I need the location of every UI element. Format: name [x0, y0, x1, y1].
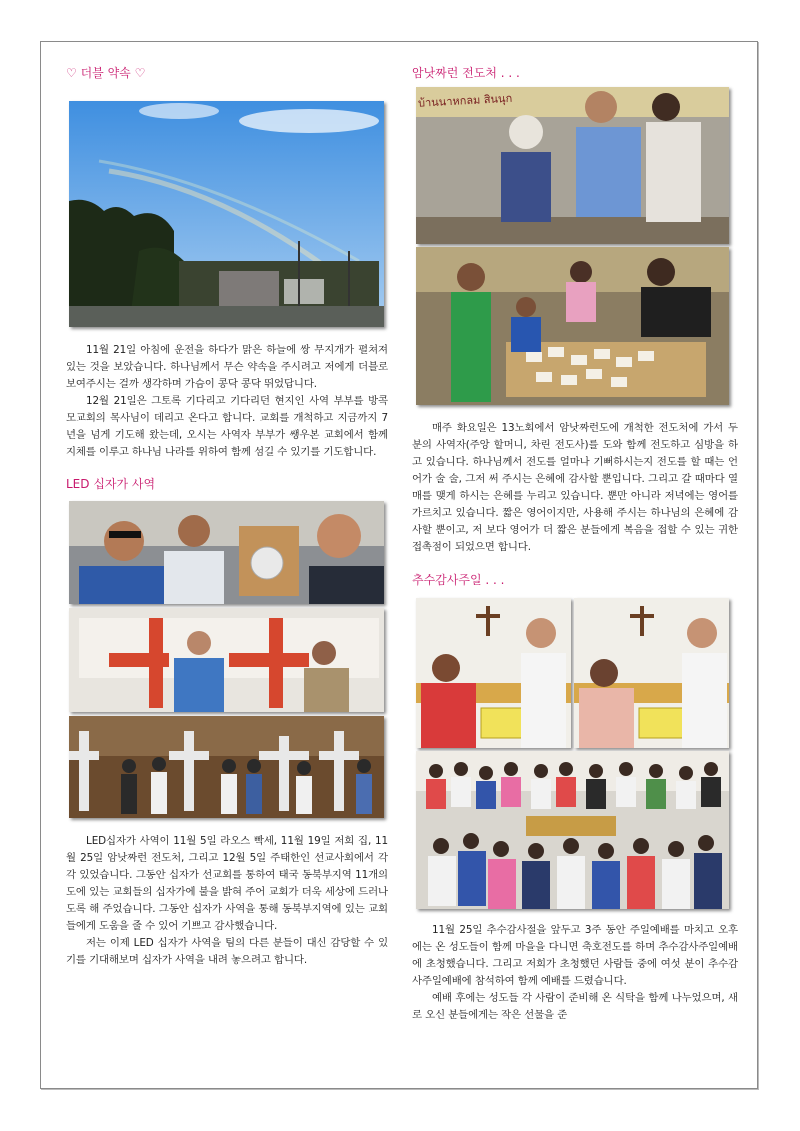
thanksgiving-photo-gift-2	[574, 598, 729, 748]
led-photo-workshop	[69, 608, 384, 712]
banner-text: บ้านนาหกลม สินนุก	[417, 91, 513, 110]
thanksgiving-paragraph-2: 예배 후에는 성도들 각 사람이 준비해 온 식탁을 함께 나누었으며, 새로 오신 분들에게는 작은 선물을 준	[412, 992, 738, 1021]
amnat-paragraph: 매주 화요일은 13노회에서 암낫짜런도에 개척한 전도처에 가서 두 분의 사역자(주앙 할머니, 차린 전도사)를 도와 함께 전도하고 심방을 하고 있습니다. 하나님께서 전도를 얼마나 기뻐하시는지 전도를 할 때는 언어가 술 술, 그저 써 주시는 은혜에 감사할 뿐입니다. 그리고 갈 때마다 열매를 맺게 하시는 은혜를 누리고 있습니다. 뿐만 아니라 저녁에는 영어를 가르치고 있습니다. 짧은 영어이지만, 사용해 주시는 하나님의 은혜에 감사할 뿐이고, 저 보다 영어가 더 짧은 분들에게 복음을 접할 수 있는 귀한 접촉점이 되었으면 합니다.	[412, 422, 738, 553]
rainbow-heading: ♡ 더블 약속 ♡	[66, 66, 146, 80]
rainbow-photo	[69, 101, 384, 327]
left-column	[66, 62, 388, 969]
led-heading: LED 십자가 사역	[66, 477, 156, 491]
thanksgiving-photo-gift-1	[416, 598, 571, 748]
amnat-photo-cards	[416, 247, 729, 405]
thanksgiving-paragraph-1: 11월 25일 추수감사절을 앞두고 3주 동안 주일예배를 마치고 오후에는 온 성도들이 함께 마을을 다니면 축호전도를 하며 추수감사주일예배에 초청했습니다. 그리고 저희가 초청했던 사람들 중에 여섯 분이 추수감사주일예배에 참석하여 함께 예배를 드렸습니다.	[412, 924, 738, 987]
right-column	[412, 62, 738, 1024]
rainbow-paragraph-1: 11월 21일 아침에 운전을 하다가 맑은 하늘에 쌍 무지개가 펼쳐져 있는 것을 보았습니다. 하나님께서 무슨 약속을 주시려고 저에게 더블로 보여주시는 걸까 생각하며 가슴이 콩닥 콩닥 뛰었답니다.	[66, 344, 388, 390]
led-photo-selfie	[69, 501, 384, 604]
thanksgiving-heading: 추수감사주일 . . .	[412, 573, 505, 587]
led-paragraph-2: 저는 이제 LED 십자가 사역을 팀의 다른 분들이 대신 감당할 수 있기를 기대해보며 십자가 사역을 내려 놓으려고 합니다.	[66, 937, 388, 966]
led-paragraph-1: LED십자가 사역이 11월 5일 라오스 빡세, 11월 19일 저희 집, 11월 25일 암낫짜런 전도처, 그리고 12월 5일 주태한인 선교사회에서 각각 있었습니다. 그동안 십자가 선교회를 통하여 태국 동북부지역 11개의 도에 있는 교회들의 십자가에 불을 밝혀 주어 교회가 더욱 세상에 드러나도록 해 주었습니다. 그동안 십자가 사역을 통해 동북부지역에 있는 교회들에게 도움을 줄 수 있어 기쁘고 감사했습니다.	[66, 835, 388, 932]
thanksgiving-photo-group	[416, 751, 729, 909]
led-photo-group	[69, 716, 384, 818]
rainbow-paragraph-2: 12월 21일은 그토록 기다리고 기다리던 현지인 사역 부부를 방콕 모교회의 목사님이 데리고 온다고 합니다. 교회를 개척하고 지금까지 7년을 넘게 기도해 왔는데, 오시는 사역자 부부가 쌩우본 교회에서 함께 지체를 이루고 하나님 나라를 위하여 함께 섬길 수 있기를 기도합니다.	[66, 395, 388, 458]
amnat-photo-visit	[416, 87, 729, 244]
amnat-heading: 암낫짜런 전도처 . . .	[412, 66, 520, 80]
